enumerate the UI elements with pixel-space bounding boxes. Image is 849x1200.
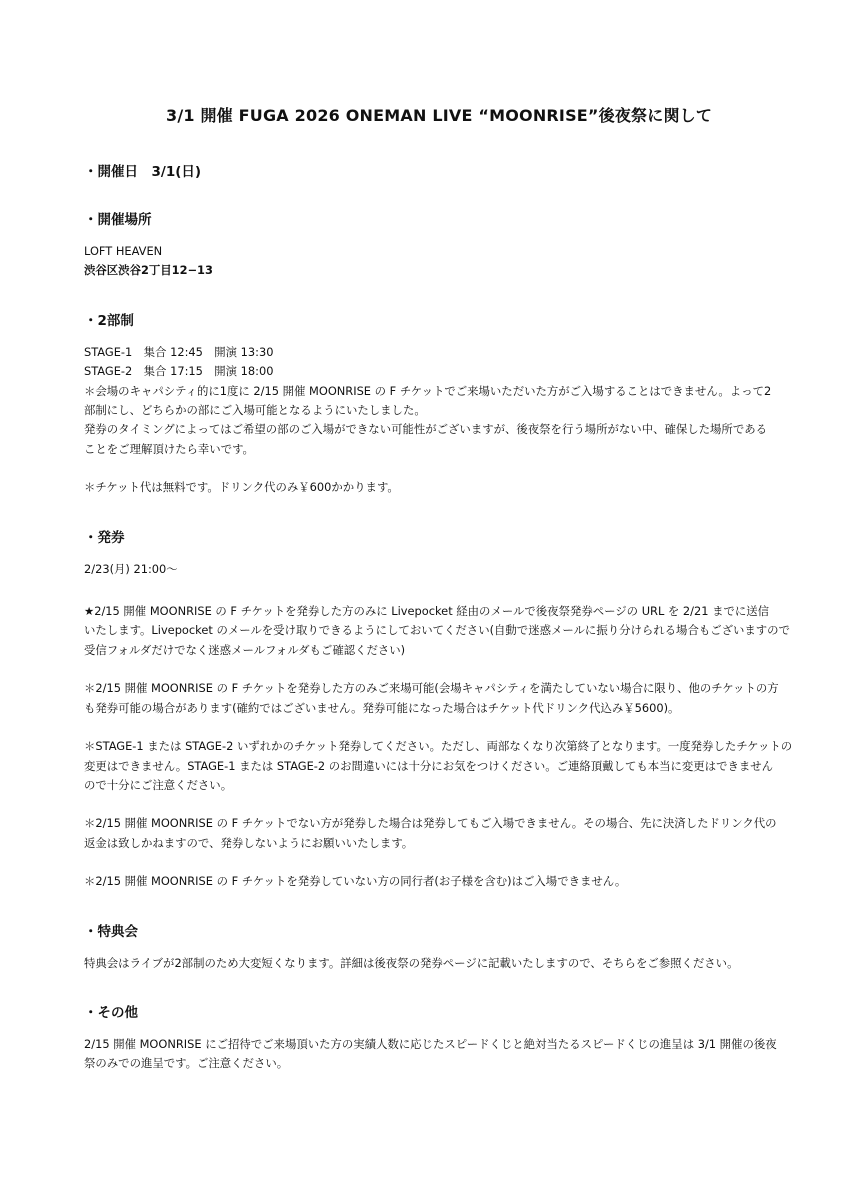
ticketing-paragraph-line: ＊STAGE-1 または STAGE-2 いずれかのチケット発券してください。ただし、両部なくなり次第終了となります。一度発券したチケットの <box>84 739 793 754</box>
section-date <box>84 160 785 180</box>
benefits-heading: ・特典会 <box>84 923 138 940</box>
spacer <box>84 459 785 478</box>
spacer <box>84 660 785 679</box>
ticketing-paragraph-line: いたします。Livepocket のメールを受け取りできるようにしておいてください(自動で迷惑メールに振り分けられる場合もございますので <box>84 623 790 638</box>
spacer <box>84 795 785 814</box>
spacer <box>84 718 785 737</box>
benefits-text: 特典会はライブが2部制のため大変短くなります。詳細は後夜祭の発券ページに記載いたしますので、そちらをご参照ください。 <box>84 955 739 970</box>
ticketing-heading: ・発券 <box>84 529 125 546</box>
venue-heading: ・開催場所 <box>84 212 152 228</box>
capacity-note-line: 部制にし、どちらかの部にご入場可能となるようにいたしました。 <box>84 403 426 418</box>
section-other <box>84 1001 785 1074</box>
date-heading: ・開催日 3/1(日) <box>84 164 202 180</box>
ticketing-paragraph-line: 変更はできません。STAGE-1 または STAGE-2 のお間違いには十分にお気をつけください。ご連絡頂戴しても本当に変更はできません <box>84 758 774 773</box>
capacity-note-line: ＊会場のキャパシティ的に1度に 2/15 開催 MOONRISE の F チケットでご来場いただいた方がご入場することはできません。よって2 <box>84 383 772 398</box>
other-heading: ・その他 <box>84 1004 138 1021</box>
ticket-price-note: ＊チケット代は無料です。ドリンク代のみ￥600かかります。 <box>84 480 399 495</box>
ticketing-paragraph-line: ＊2/15 開催 MOONRISE の F チケットを発券した方のみご来場可能(会場キャパシティを満たしていない場合に限り、他のチケットの方 <box>84 681 779 696</box>
other-text-line: 2/15 開催 MOONRISE にご招待でご来場頂いた方の実績人数に応じたスピードくじと絶対当たるスピードくじの進呈は 3/1 開催の後夜 <box>84 1036 777 1051</box>
page-title: 3/1 開催 FUGA 2026 ONEMAN LIVE “MOONRISE”後夜祭に関して <box>166 106 713 125</box>
ticketing-paragraph-line: 返金は致しかねますので、発券しないようにお願いいたします。 <box>84 835 414 850</box>
ticketing-paragraph-line: ＊2/15 開催 MOONRISE の F チケットでない方が発券した場合は発券してもご入場できません。その場合、先に決済したドリンク代の <box>84 816 777 831</box>
section-venue <box>84 208 785 281</box>
spacer <box>84 579 785 602</box>
spacer <box>84 853 785 872</box>
section-two-parts <box>84 309 785 498</box>
venue-address: 渋谷区渋谷2丁目12−13 <box>84 263 213 278</box>
section-benefits <box>84 920 785 973</box>
capacity-note-line: ことをご理解頂けたら幸いです。 <box>84 441 254 456</box>
venue-name: LOFT HEAVEN <box>84 244 163 258</box>
parts-heading: ・2部制 <box>84 312 134 329</box>
stage-1-time: STAGE-1 集合 12:45 開演 13:30 <box>84 344 274 359</box>
ticketing-paragraph-line: ので十分にご注意ください。 <box>84 777 233 792</box>
other-text-line: 祭のみでの進呈です。ご注意ください。 <box>84 1056 289 1071</box>
ticketing-paragraph-line: 受信フォルダだけでなく迷惑メールフォルダもご確認ください) <box>84 642 406 657</box>
ticketing-paragraph-line: ＊2/15 開催 MOONRISE の F チケットを発券していない方の同行者(お子様を含む)はご入場できません。 <box>84 874 627 889</box>
stage-2-time: STAGE-2 集合 17:15 開演 18:00 <box>84 364 274 379</box>
ticketing-datetime: 2/23(月) 21:00〜 <box>84 561 178 576</box>
capacity-note-line: 発券のタイミングによってはご希望の部のご入場ができない可能性がございますが、後夜祭を行う場所がない中、確保した場所である <box>84 422 767 437</box>
ticketing-paragraph-line: も発券可能の場合があります(確約ではございません。発券可能になった場合はチケット代ドリンク代込み￥5600)。 <box>84 700 680 715</box>
section-ticketing <box>84 526 793 892</box>
ticketing-paragraph-line: ★2/15 開催 MOONRISE の F チケットを発券した方のみに Livepocket 経由のメールで後夜祭発券ページの URL を 2/21 までに送信 <box>84 604 770 619</box>
